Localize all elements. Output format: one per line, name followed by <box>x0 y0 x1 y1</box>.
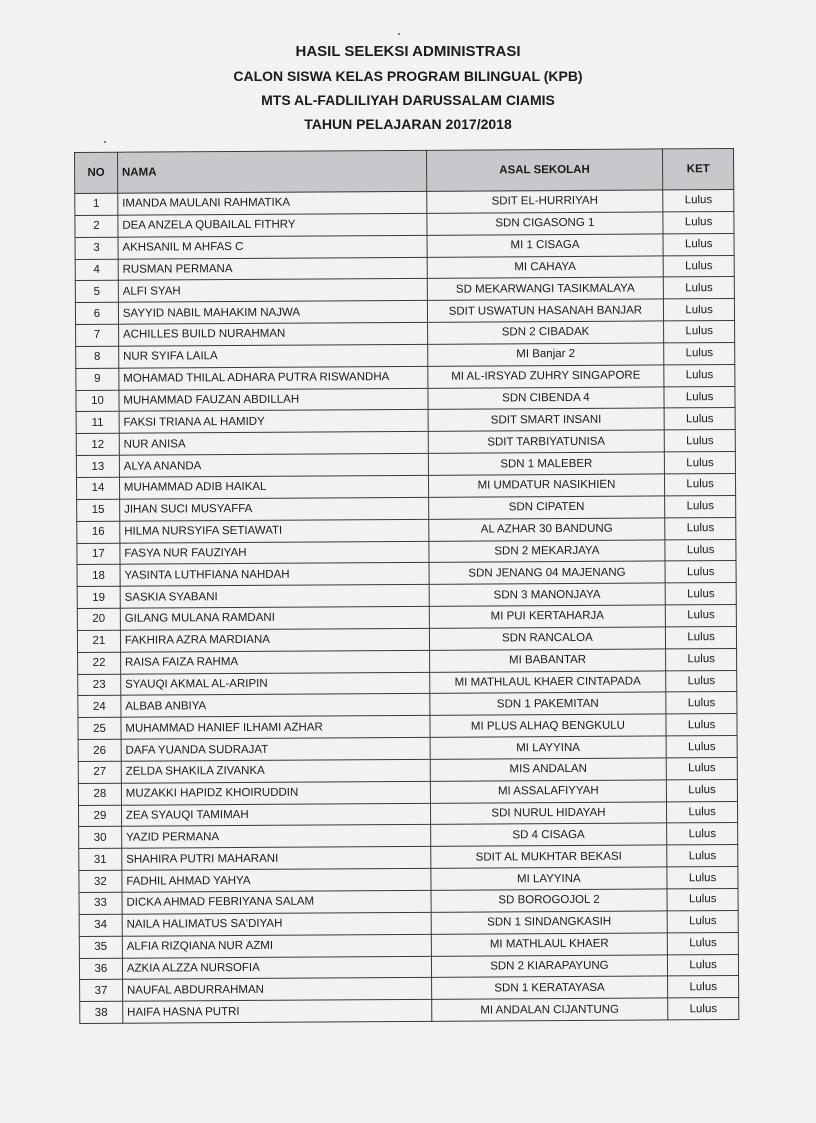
cell-nama: MUHAMMAD HANIEF ILHAMI AZHAR <box>121 716 430 740</box>
cell-no: 35 <box>79 936 122 958</box>
cell-ket: Lulus <box>667 823 738 845</box>
cell-ket: Lulus <box>668 954 739 976</box>
cell-nama: NAUFAL ABDURRAHMAN <box>122 978 431 1002</box>
cell-no: 33 <box>79 892 122 914</box>
table-body <box>75 189 739 1023</box>
cell-asal-sekolah: SDN CIGASONG 1 <box>426 212 663 235</box>
speck <box>398 33 400 35</box>
cell-ket: Lulus <box>667 910 738 932</box>
cell-asal-sekolah: MI MATHLAUL KHAER <box>431 933 668 956</box>
cell-asal-sekolah: MI CAHAYA <box>427 255 664 278</box>
cell-nama: ZELDA SHAKILA ZIVANKA <box>121 759 430 783</box>
cell-nama: JIHAN SUCI MUSYAFFA <box>119 497 428 521</box>
cell-no: 11 <box>76 412 119 434</box>
cell-asal-sekolah: MI PUI KERTAHARJA <box>429 605 666 628</box>
cell-asal-sekolah: MI 1 CISAGA <box>427 234 664 257</box>
cell-ket: Lulus <box>664 321 735 343</box>
cell-no: 28 <box>78 783 121 805</box>
cell-ket: Lulus <box>664 430 735 452</box>
cell-nama: RAISA FAIZA RAHMA <box>120 650 429 674</box>
cell-ket: Lulus <box>667 867 738 889</box>
cell-no: 25 <box>78 717 121 739</box>
cell-ket: Lulus <box>664 408 735 430</box>
cell-nama: MUHAMMAD FAUZAN ABDILLAH <box>119 388 428 412</box>
cell-no: 37 <box>80 980 123 1002</box>
cell-ket: Lulus <box>667 845 738 867</box>
cell-nama: ALBAB ANBIYA <box>121 694 430 718</box>
cell-nama: ALFIA RIZQIANA NUR AZMI <box>122 934 431 958</box>
cell-asal-sekolah: SDIT SMART INSANI <box>428 408 665 431</box>
cell-no: 21 <box>77 630 120 652</box>
cell-asal-sekolah: MI Banjar 2 <box>427 343 664 366</box>
cell-ket: Lulus <box>663 255 734 277</box>
cell-no: 1 <box>75 193 118 215</box>
cell-asal-sekolah: MIS ANDALAN <box>430 758 667 781</box>
cell-asal-sekolah: SDIT EL-HURRIYAH <box>426 190 663 213</box>
cell-no: 14 <box>76 477 119 499</box>
cell-no: 17 <box>77 543 120 565</box>
cell-asal-sekolah: SDN CIBENDA 4 <box>428 386 665 409</box>
cell-asal-sekolah: SDN 3 MANONJAYA <box>429 583 666 606</box>
cell-asal-sekolah: SDN 2 MEKARJAYA <box>428 539 665 562</box>
cell-no: 10 <box>76 390 119 412</box>
cell-nama: HAIFA HASNA PUTRI <box>123 1000 432 1024</box>
cell-asal-sekolah: MI ASSALAFIYYAH <box>430 780 667 803</box>
cell-asal-sekolah: SD 4 CISAGA <box>430 823 667 846</box>
cell-ket: Lulus <box>665 495 736 517</box>
cell-no: 22 <box>78 652 121 674</box>
cell-no: 7 <box>76 324 119 346</box>
cell-asal-sekolah: MI UMDATUR NASIKHIEN <box>428 474 665 497</box>
column-header-nama: NAMA <box>117 150 426 193</box>
cell-nama: AZKIA ALZZA NURSOFIA <box>122 956 431 980</box>
speck <box>104 141 106 143</box>
cell-nama: ZEA SYAUQI TAMIMAH <box>121 803 430 827</box>
cell-no: 3 <box>75 237 118 259</box>
cell-asal-sekolah: SDIT AL MUKHTAR BEKASI <box>430 845 667 868</box>
cell-nama: DICKA AHMAD FEBRIYANA SALAM <box>122 890 431 914</box>
cell-asal-sekolah: SD MEKARWANGI TASIKMALAYA <box>427 277 664 300</box>
cell-nama: MUZAKKI HAPIDZ KHOIRUDDIN <box>121 781 430 805</box>
cell-nama: MOHAMAD THILAL ADHARA PUTRA RISWANDHA <box>119 366 428 390</box>
cell-asal-sekolah: SDIT TARBIYATUNISA <box>428 430 665 453</box>
cell-ket: Lulus <box>667 888 738 910</box>
cell-nama: YAZID PERMANA <box>121 825 430 849</box>
cell-nama: SYAUQI AKMAL AL-ARIPIN <box>121 672 430 696</box>
cell-ket: Lulus <box>665 473 736 495</box>
cell-nama: IMANDA MAULANI RAHMATIKA <box>118 191 427 215</box>
cell-ket: Lulus <box>668 998 739 1020</box>
cell-asal-sekolah: AL AZHAR 30 BANDUNG <box>428 518 665 541</box>
cell-ket: Lulus <box>665 583 736 605</box>
cell-nama: FASYA NUR FAUZIYAH <box>120 541 429 565</box>
cell-no: 16 <box>77 521 120 543</box>
cell-no: 36 <box>79 958 122 980</box>
cell-nama: SHAHIRA PUTRI MAHARANI <box>122 847 431 871</box>
cell-nama: SASKIA SYABANI <box>120 585 429 609</box>
cell-no: 20 <box>77 608 120 630</box>
table-row <box>80 998 739 1024</box>
cell-nama: SAYYID NABIL MAHAKIM NAJWA <box>118 301 427 325</box>
cell-ket: Lulus <box>664 364 735 386</box>
cell-asal-sekolah: SDI NURUL HIDAYAH <box>430 802 667 825</box>
cell-asal-sekolah: SDN RANCALOA <box>429 627 666 650</box>
cell-ket: Lulus <box>665 539 736 561</box>
cell-ket: Lulus <box>664 277 735 299</box>
document-header <box>0 40 816 136</box>
cell-ket: Lulus <box>663 189 734 211</box>
cell-no: 12 <box>76 434 119 456</box>
cell-nama: FAKSI TRIANA AL HAMIDY <box>119 410 428 434</box>
cell-asal-sekolah: SDN CIPATEN <box>428 496 665 519</box>
cell-ket: Lulus <box>663 211 734 233</box>
cell-no: 34 <box>79 914 122 936</box>
cell-nama: ALYA ANANDA <box>119 453 428 477</box>
cell-no: 4 <box>75 259 118 281</box>
column-header-no: NO <box>75 152 118 193</box>
cell-ket: Lulus <box>666 736 737 758</box>
cell-ket: Lulus <box>664 342 735 364</box>
cell-asal-sekolah: SDN JENANG 04 MAJENANG <box>429 561 666 584</box>
cell-ket: Lulus <box>667 779 738 801</box>
results-table <box>74 148 739 1024</box>
cell-asal-sekolah: SDN 1 MALEBER <box>428 452 665 475</box>
cell-nama: NUR SYIFA LAILA <box>119 344 428 368</box>
cell-nama: YASINTA LUTHFIANA NAHDAH <box>120 563 429 587</box>
cell-no: 27 <box>78 761 121 783</box>
cell-asal-sekolah: SDN 2 CIBADAK <box>427 321 664 344</box>
cell-nama: RUSMAN PERMANA <box>118 257 427 281</box>
cell-asal-sekolah: SDN 2 KIARAPAYUNG <box>431 954 668 977</box>
cell-no: 38 <box>80 1001 123 1023</box>
cell-asal-sekolah: SDIT USWATUN HASANAH BANJAR <box>427 299 664 322</box>
cell-asal-sekolah: MI PLUS ALHAQ BENGKULU <box>430 714 667 737</box>
document-title: HASIL SELEKSI ADMINISTRASI <box>295 43 521 60</box>
cell-ket: Lulus <box>668 932 739 954</box>
cell-asal-sekolah: MI LAYYINA <box>430 736 667 759</box>
cell-nama: AKHSANIL M AHFAS C <box>118 235 427 259</box>
cell-asal-sekolah: SDN 1 PAKEMITAN <box>429 692 666 715</box>
document-subtitle-program: CALON SISWA KELAS PROGRAM BILINGUAL (KPB) <box>233 68 583 84</box>
cell-nama: HILMA NURSYIFA SETIAWATI <box>120 519 429 543</box>
cell-asal-sekolah: SD BOROGOJOL 2 <box>431 889 668 912</box>
cell-ket: Lulus <box>664 386 735 408</box>
cell-no: 2 <box>75 215 118 237</box>
cell-nama: DEA ANZELA QUBAILAL FITHRY <box>118 213 427 237</box>
cell-ket: Lulus <box>664 299 735 321</box>
cell-asal-sekolah: MI MATHLAUL KHAER CINTAPADA <box>429 670 666 693</box>
cell-nama: FAKHIRA AZRA MARDIANA <box>120 628 429 652</box>
cell-asal-sekolah: MI LAYYINA <box>430 867 667 890</box>
cell-ket: Lulus <box>666 626 737 648</box>
cell-no: 26 <box>78 739 121 761</box>
cell-ket: Lulus <box>668 976 739 998</box>
cell-no: 18 <box>77 565 120 587</box>
cell-no: 19 <box>77 586 120 608</box>
cell-nama: FADHIL AHMAD YAHYA <box>122 868 431 892</box>
document-subtitle-year: TAHUN PELAJARAN 2017/2018 <box>304 116 512 132</box>
cell-no: 24 <box>78 696 121 718</box>
cell-ket: Lulus <box>665 561 736 583</box>
cell-no: 29 <box>78 805 121 827</box>
column-header-ket: KET <box>663 148 734 189</box>
cell-no: 8 <box>76 346 119 368</box>
cell-no: 15 <box>77 499 120 521</box>
cell-asal-sekolah: MI ANDALAN CIJANTUNG <box>431 998 668 1021</box>
cell-no: 5 <box>75 281 118 303</box>
document-subtitle-school: MTS AL-FADLILIYAH DARUSSALAM CIAMIS <box>261 92 555 108</box>
cell-no: 30 <box>79 827 122 849</box>
column-header-asal-sekolah: ASAL SEKOLAH <box>426 149 663 191</box>
cell-asal-sekolah: MI AL-IRSYAD ZUHRY SINGAPORE <box>427 365 664 388</box>
cell-no: 13 <box>76 455 119 477</box>
cell-no: 32 <box>79 870 122 892</box>
cell-asal-sekolah: SDN 1 KERATAYASA <box>431 976 668 999</box>
cell-asal-sekolah: SDN 1 SINDANGKASIH <box>431 911 668 934</box>
cell-ket: Lulus <box>663 233 734 255</box>
cell-ket: Lulus <box>665 517 736 539</box>
cell-nama: NUR ANISA <box>119 432 428 456</box>
cell-ket: Lulus <box>666 692 737 714</box>
cell-nama: DAFA YUANDA SUDRAJAT <box>121 737 430 761</box>
cell-nama: ALFI SYAH <box>118 279 427 303</box>
table-header-row <box>75 148 734 193</box>
cell-ket: Lulus <box>666 714 737 736</box>
cell-nama: MUHAMMAD ADIB HAIKAL <box>119 475 428 499</box>
cell-asal-sekolah: MI BABANTAR <box>429 649 666 672</box>
cell-no: 31 <box>79 849 122 871</box>
cell-no: 6 <box>75 302 118 324</box>
cell-ket: Lulus <box>665 452 736 474</box>
cell-ket: Lulus <box>666 648 737 670</box>
cell-nama: GILANG MULANA RAMDANI <box>120 606 429 630</box>
cell-no: 9 <box>76 368 119 390</box>
cell-ket: Lulus <box>667 801 738 823</box>
cell-ket: Lulus <box>666 670 737 692</box>
cell-no: 23 <box>78 674 121 696</box>
cell-ket: Lulus <box>666 757 737 779</box>
cell-nama: NAILA HALIMATUS SA'DIYAH <box>122 912 431 936</box>
cell-ket: Lulus <box>666 604 737 626</box>
cell-nama: ACHILLES BUILD NURAHMAN <box>118 322 427 346</box>
